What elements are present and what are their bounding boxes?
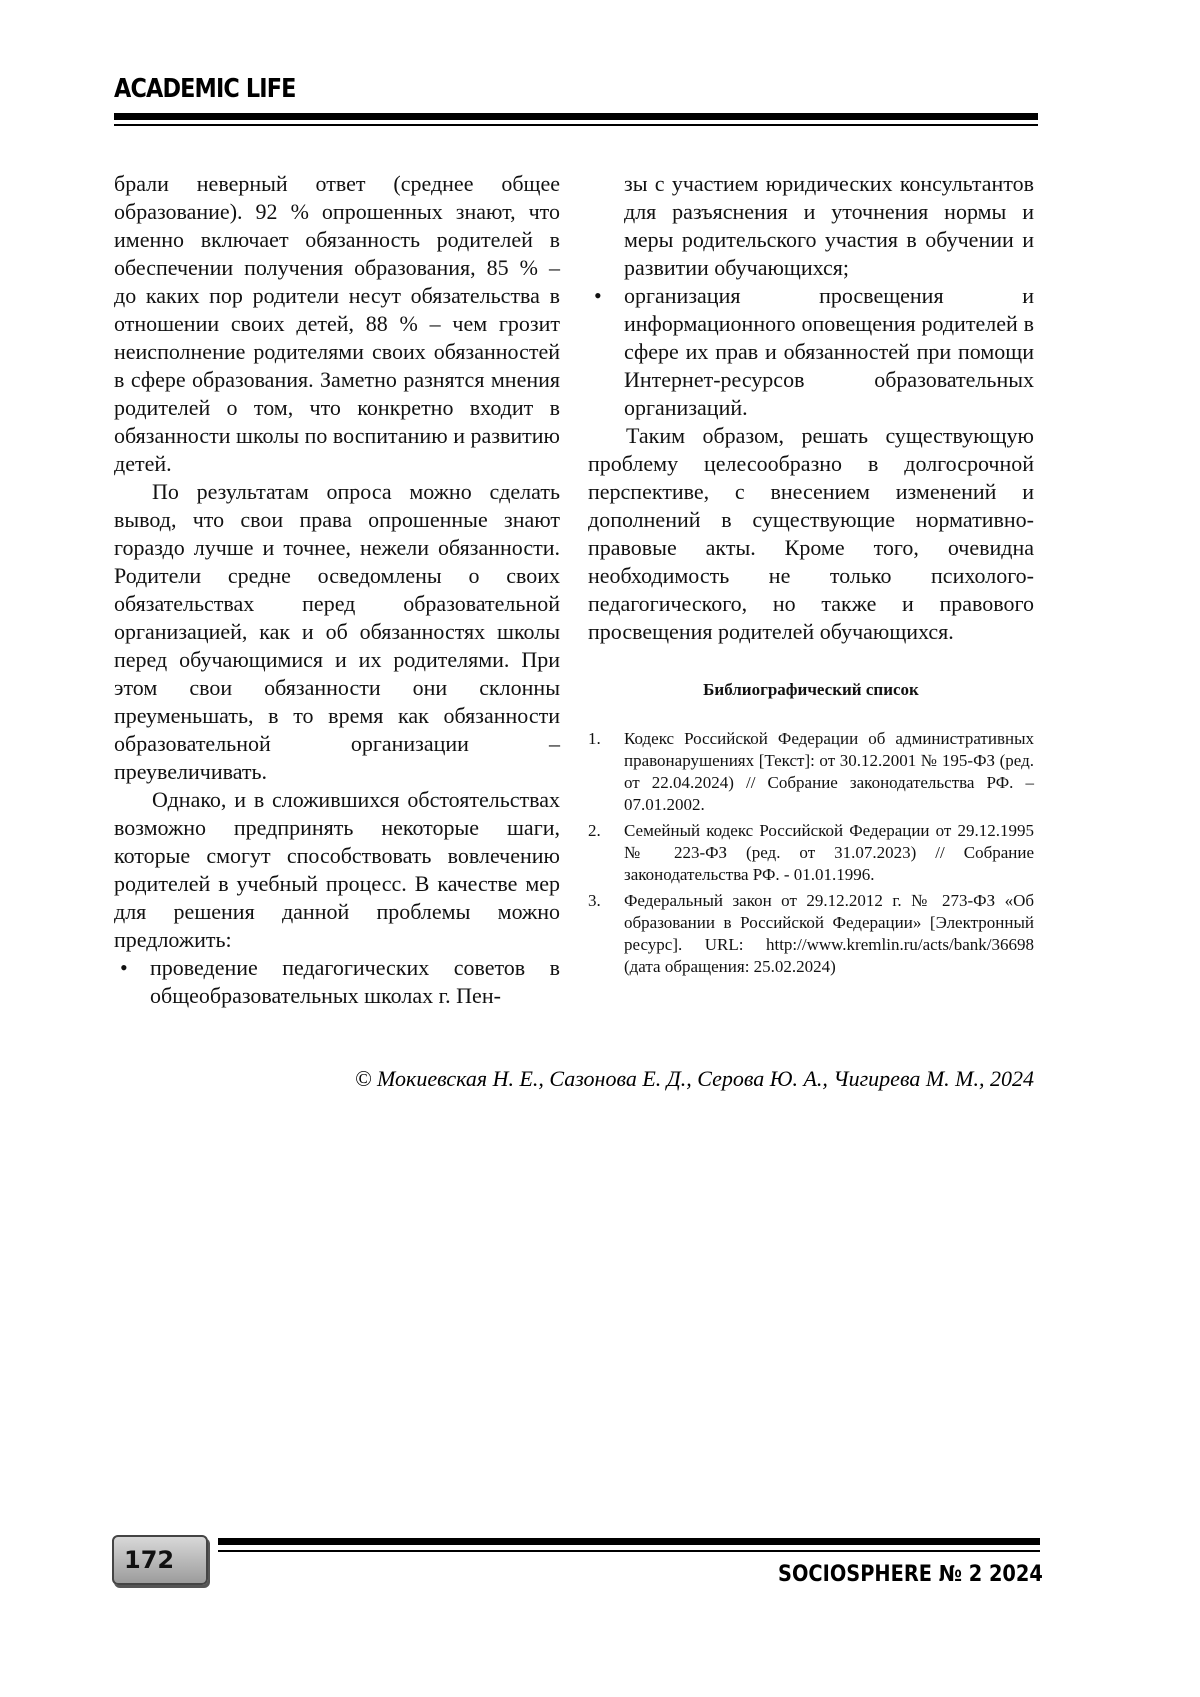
header-rule-thin <box>114 124 1038 126</box>
reference-item <box>588 890 1034 978</box>
reference-text: Федеральный закон от 29.12.2012 г. № 273-ФЗ «Об образовании в Российской Федерации» [Электронный ресурс]. URL: http://www.kremlin.ru/acts/bank/36698 (дата обращения: 25.02.2024) <box>624 891 1034 976</box>
page-number: 172 <box>124 1546 175 1574</box>
section-title: ACADEMIC LIFE <box>114 74 296 104</box>
paragraph: брали неверный ответ (среднее общее образование). 92 % опрошенных знают, что именно включает обязанность родителей в обеспечении получения образования, 85 % – до каких пор родители несут обязательства в отношении своих детей, 88 % – чем грозит неисполнение родителями своих обязанностей в сфере образования. Заметно разнятся мнения родителей о том, что конкретно входит в обязанности школы по воспитанию и развитию детей. <box>114 171 560 476</box>
list-item: • организация просвещения и информационного оповещения родителей в сфере их прав и обязанностей при помощи Интернет-ресурсов образовательных организаций. <box>588 282 1034 422</box>
reference-number: 1. <box>588 729 601 748</box>
reference-text: Кодекс Российской Федерации об административных правонарушениях [Текст]: от 30.12.2001 № 195-ФЗ (ред. от 22.04.2024) // Собрание законодательства РФ. – 07.01.2002. <box>624 729 1034 814</box>
footer-rule-thick <box>218 1538 1040 1545</box>
header-rule-thick <box>114 113 1038 120</box>
left-column <box>114 170 560 1010</box>
reference-number: 3. <box>588 891 601 910</box>
paragraph: По результатам опроса можно сделать вывод, что свои права опрошенные знают гораздо лучше и точнее, нежели обязанности. Родители средне осведомлены о своих обязательствах перед образовательной организацией, как и об обязанностях школы перед обучающимися и их родителями. При этом свои обязанности они склонны преуменьшать, в то время как обязанности образовательной организации – преувеличивать. <box>114 479 560 784</box>
bibliography-title: Библиографический список <box>703 680 919 699</box>
bibliography-list <box>588 728 1034 978</box>
reference-item <box>588 728 1034 816</box>
paragraph-continuation: зы с участием юридических консультантов для разъяснения и уточнения нормы и меры родительского участия в обучении и развитии обучающихся; <box>624 171 1034 280</box>
footer-rule-thin <box>218 1550 1040 1552</box>
reference-item <box>588 820 1034 886</box>
bullet-list <box>114 954 560 1010</box>
reference-number: 2. <box>588 821 601 840</box>
page-number-badge <box>112 1535 208 1585</box>
bullet-list <box>588 282 1034 422</box>
copyright-line: © Мокиевская Н. Е., Сазонова Е. Д., Серова Ю. А., Чигирева М. М., 2024 <box>354 1066 1034 1091</box>
journal-name: SOCIOSPHERE № 2 2024 <box>778 1562 1043 1587</box>
right-column <box>588 170 1034 982</box>
list-item: • проведение педагогических советов в общеобразовательных школах г. Пен- <box>114 954 560 1010</box>
paragraph: Таким образом, решать существующую проблему целесообразно в долгосрочной перспективе, с внесением изменений и дополнений в существующие нормативно-правовые акты. Кроме того, очевидна необходимость не только психолого-педагогического, но также и правового просвещения родителей обучающихся. <box>588 423 1034 644</box>
paragraph: Однако, и в сложившихся обстоятельствах возможно предпринять некоторые шаги, которые смогут способствовать вовлечению родителей в учебный процесс. В качестве мер для решения данной проблемы можно предложить: <box>114 787 560 952</box>
reference-text: Семейный кодекс Российской Федерации от 29.12.1995 № 223-ФЗ (ред. от 31.07.2023) // Собрание законодательства РФ. - 01.01.1996. <box>624 821 1034 884</box>
